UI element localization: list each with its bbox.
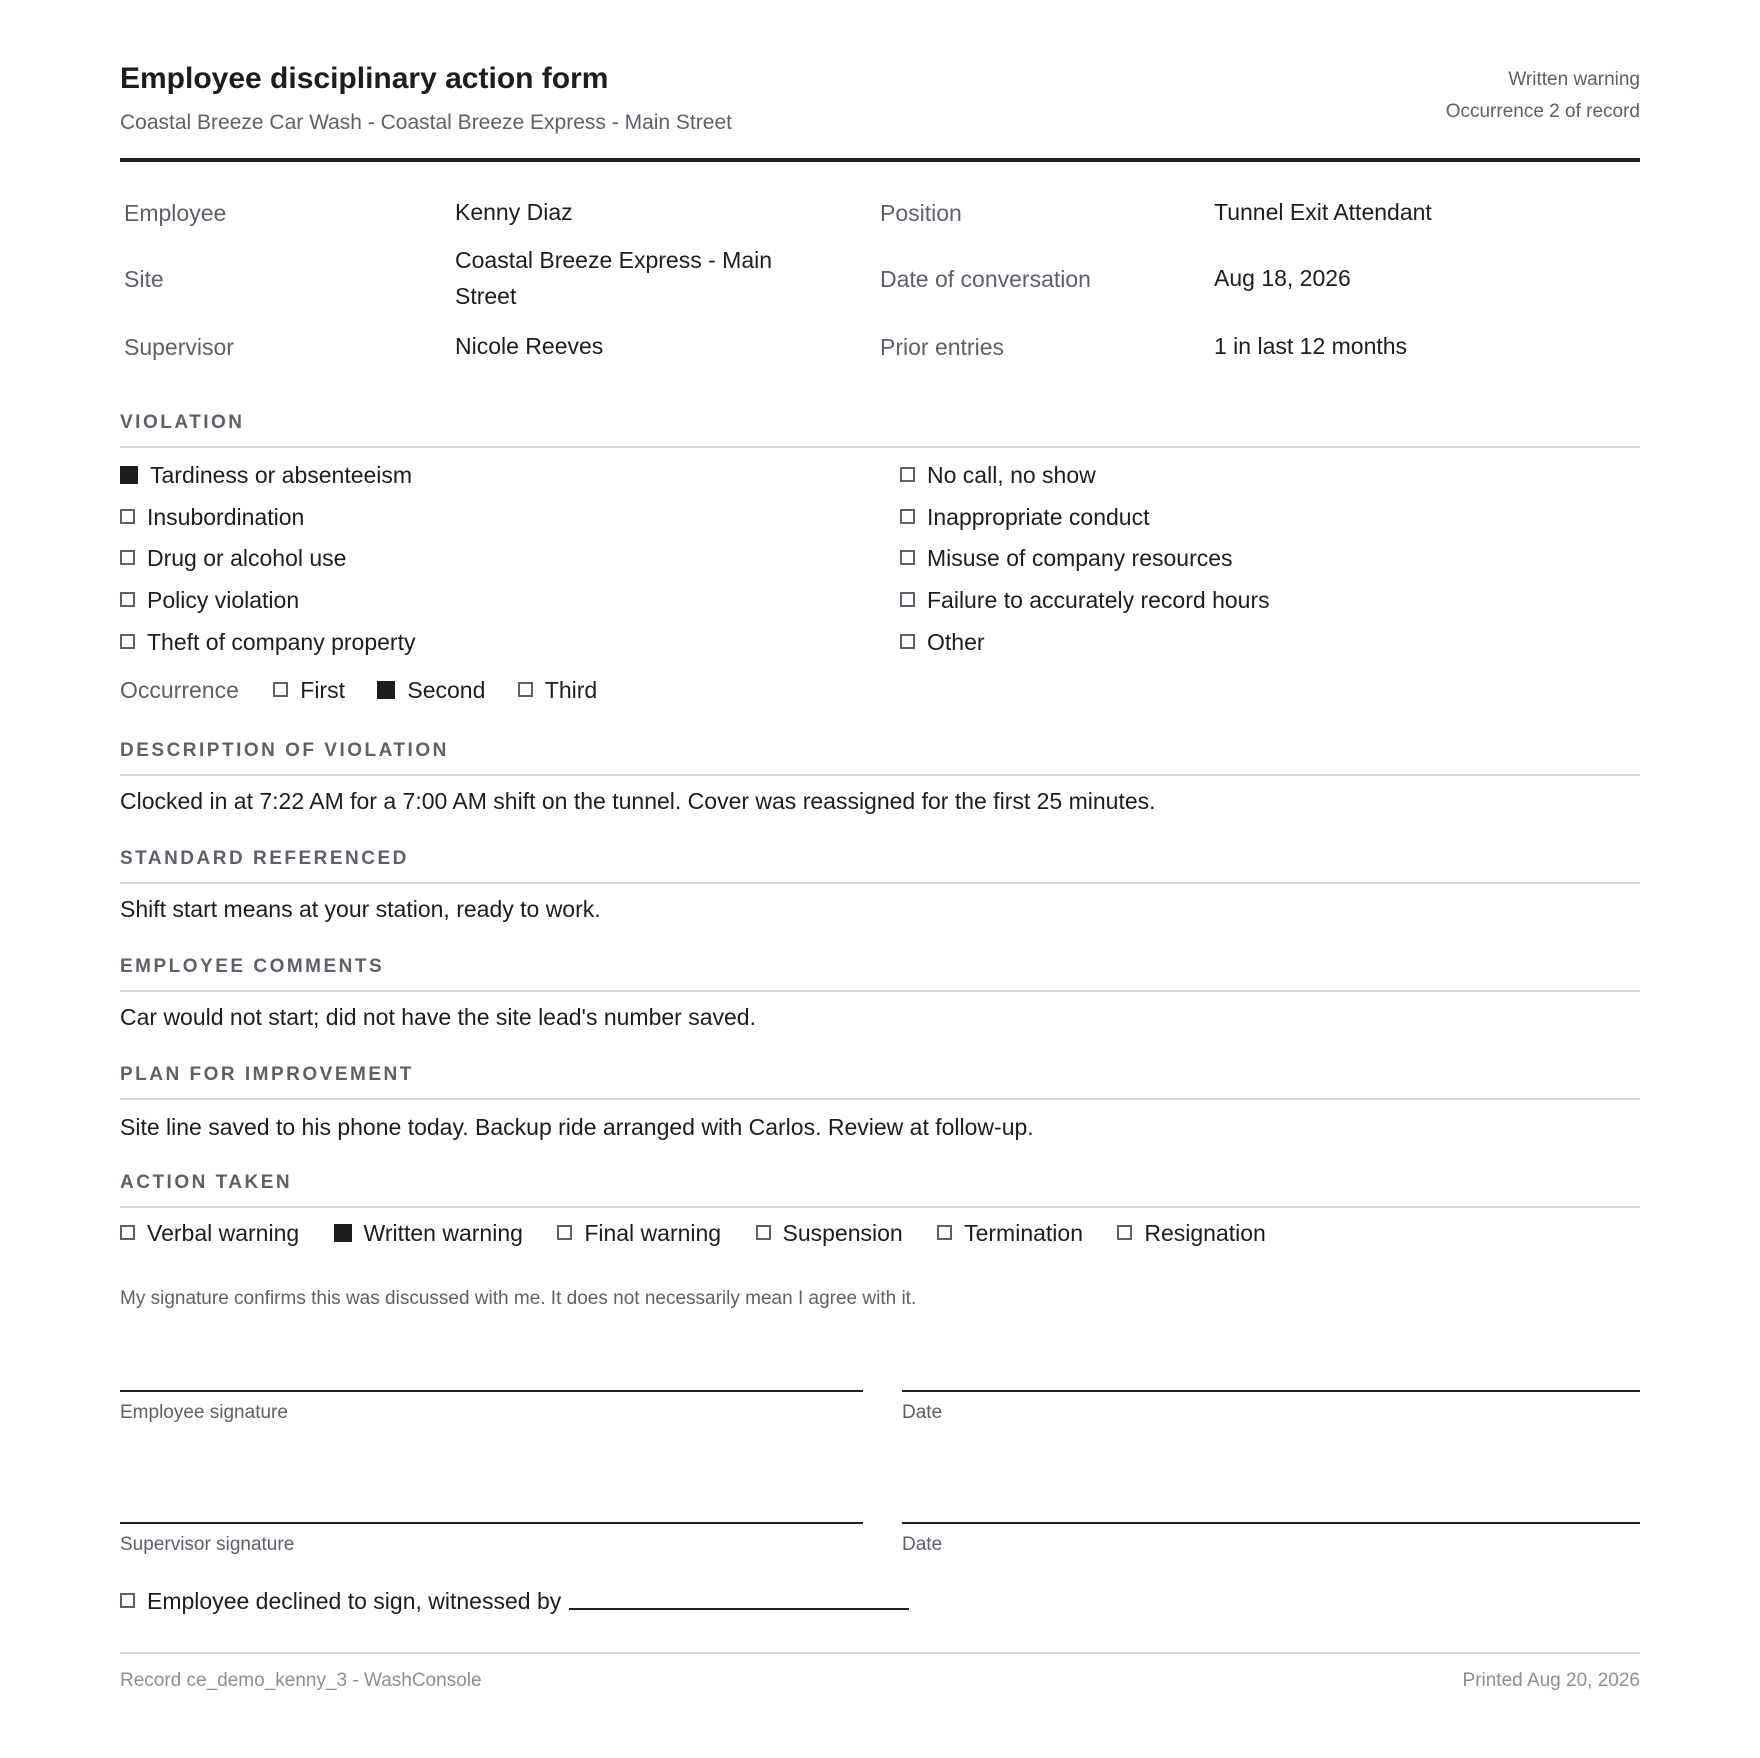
supervisor-label: Supervisor xyxy=(124,334,234,360)
action-type-label: Written warning xyxy=(1508,69,1640,90)
checkbox[interactable] xyxy=(756,1225,771,1240)
plan-section xyxy=(120,1064,1640,1086)
violation-section xyxy=(120,412,1640,434)
site-label: Site xyxy=(124,266,164,292)
checkbox[interactable] xyxy=(334,1224,352,1242)
checkbox[interactable] xyxy=(120,509,135,524)
header-divider xyxy=(120,158,1640,162)
prior-entries-value: 1 in last 12 months xyxy=(1214,333,1408,359)
action-option[interactable] xyxy=(334,1220,523,1246)
violation-divider xyxy=(120,446,1640,448)
occurrence-option-first[interactable] xyxy=(273,677,345,703)
position-label: Position xyxy=(880,200,962,226)
violation-option-label: Failure to accurately record hours xyxy=(927,587,1270,613)
supervisor-value: Nicole Reeves xyxy=(455,333,604,359)
checkbox[interactable] xyxy=(120,1225,135,1240)
employee-value: Kenny Diaz xyxy=(455,199,573,225)
comments-section xyxy=(120,956,1640,978)
checkbox[interactable] xyxy=(900,467,915,482)
action-option[interactable] xyxy=(756,1220,903,1246)
standard-heading: STANDARD REFERENCED xyxy=(120,848,409,869)
checkbox[interactable] xyxy=(900,634,915,649)
description-section xyxy=(120,740,1640,762)
action-option[interactable] xyxy=(1117,1220,1265,1246)
footer-record-id: Record ce_demo_kenny_3 - WashConsole xyxy=(120,1670,482,1691)
footer-divider xyxy=(120,1652,1640,1654)
violation-option[interactable] xyxy=(120,627,415,657)
action-option[interactable] xyxy=(120,1220,299,1246)
checkbox[interactable] xyxy=(518,682,533,697)
comments-text: Car would not start; did not have the site lead's number saved. xyxy=(120,1004,756,1030)
violation-option[interactable] xyxy=(120,543,346,573)
violation-option[interactable] xyxy=(900,502,1150,532)
action-heading: ACTION TAKEN xyxy=(120,1172,293,1193)
employee-signature-label: Employee signature xyxy=(120,1402,288,1423)
prior-entries-label: Prior entries xyxy=(880,334,1004,360)
description-heading: DESCRIPTION OF VIOLATION xyxy=(120,740,449,761)
action-option-label: Termination xyxy=(964,1220,1083,1246)
occurrence-option-label: First xyxy=(300,677,345,703)
occurrence-option-third[interactable] xyxy=(518,677,597,703)
supervisor-date-label: Date xyxy=(902,1534,943,1555)
violation-option[interactable] xyxy=(900,543,1233,573)
employee-label: Employee xyxy=(124,200,227,226)
occurrence-option-label: Third xyxy=(544,677,598,703)
supervisor-date-line[interactable] xyxy=(902,1522,1640,1524)
violation-option[interactable] xyxy=(120,585,299,615)
action-option-label: Suspension xyxy=(782,1220,903,1246)
action-divider xyxy=(120,1206,1640,1208)
violation-option-label: Theft of company property xyxy=(147,629,416,655)
violation-option[interactable] xyxy=(120,502,304,532)
signature-note: My signature confirms this was discussed with me. It does not necessarily mean I agree with it. xyxy=(120,1288,917,1309)
declined-to-sign-label: Employee declined to sign, witnessed by xyxy=(147,1588,562,1614)
action-option[interactable] xyxy=(937,1220,1083,1246)
employee-signature-line[interactable] xyxy=(120,1390,863,1392)
violation-option-label: Misuse of company resources xyxy=(927,545,1233,571)
action-option[interactable] xyxy=(557,1220,721,1246)
plan-divider xyxy=(120,1098,1640,1100)
date-of-conversation-label: Date of conversation xyxy=(880,266,1091,292)
violation-option[interactable] xyxy=(900,585,1270,615)
position-value: Tunnel Exit Attendant xyxy=(1214,199,1432,225)
checkbox[interactable] xyxy=(120,550,135,565)
checkbox[interactable] xyxy=(273,682,288,697)
header-status xyxy=(1446,64,1640,128)
occurrence-label: Occurrence xyxy=(120,677,239,703)
date-of-conversation-value: Aug 18, 2026 xyxy=(1214,265,1351,291)
occurrence-count-label: Occurrence 2 of record xyxy=(1445,101,1640,122)
checkbox[interactable] xyxy=(900,509,915,524)
checkbox[interactable] xyxy=(377,681,395,699)
checkbox[interactable] xyxy=(120,634,135,649)
description-divider xyxy=(120,774,1640,776)
checkbox[interactable] xyxy=(557,1225,572,1240)
violation-option-label: Tardiness or absenteeism xyxy=(150,462,413,488)
description-text: Clocked in at 7:22 AM for a 7:00 AM shift on the tunnel. Cover was reassigned for the first 25 minutes. xyxy=(120,788,1156,814)
standard-divider xyxy=(120,882,1640,884)
employee-date-line[interactable] xyxy=(902,1390,1640,1392)
violation-heading: VIOLATION xyxy=(120,412,245,433)
violation-option[interactable] xyxy=(900,460,1096,490)
action-options-row xyxy=(120,1218,1266,1248)
declined-to-sign-option[interactable] xyxy=(120,1586,909,1616)
violation-option-label: Drug or alcohol use xyxy=(147,545,347,571)
violation-option-label: Other xyxy=(927,629,985,655)
violation-option-label: Inappropriate conduct xyxy=(927,504,1150,530)
action-option-label: Written warning xyxy=(363,1220,523,1246)
checkbox[interactable] xyxy=(937,1225,952,1240)
plan-text: Site line saved to his phone today. Backup ride arranged with Carlos. Review at follow-up. xyxy=(120,1114,1034,1140)
standard-text: Shift start means at your station, ready to work. xyxy=(120,896,601,922)
checkbox[interactable] xyxy=(120,466,138,484)
form-header xyxy=(120,62,1640,162)
violation-option[interactable] xyxy=(120,460,412,490)
occurrence-row xyxy=(120,675,597,705)
comments-heading: EMPLOYEE COMMENTS xyxy=(120,956,385,977)
footer-printed-date: Printed Aug 20, 2026 xyxy=(1462,1670,1640,1691)
checkbox[interactable] xyxy=(900,550,915,565)
site-value: Coastal Breeze Express - Main Street xyxy=(455,247,773,309)
page-title: Employee disciplinary action form xyxy=(120,62,609,95)
page-subtitle: Coastal Breeze Car Wash - Coastal Breeze Express - Main Street xyxy=(120,111,732,134)
action-option-label: Final warning xyxy=(584,1220,722,1246)
violation-option[interactable] xyxy=(900,627,985,657)
occurrence-option-second[interactable] xyxy=(377,677,485,703)
standard-section xyxy=(120,848,1640,870)
supervisor-signature-label: Supervisor signature xyxy=(120,1534,295,1555)
occurrence-option-label: Second xyxy=(407,677,486,703)
checkbox[interactable] xyxy=(120,1593,135,1608)
checkbox[interactable] xyxy=(1117,1225,1132,1240)
plan-heading: PLAN FOR IMPROVEMENT xyxy=(120,1064,414,1085)
action-section xyxy=(120,1172,1640,1194)
violation-option-label: Insubordination xyxy=(147,504,305,530)
comments-divider xyxy=(120,990,1640,992)
checkbox[interactable] xyxy=(900,592,915,607)
violation-option-label: Policy violation xyxy=(147,587,300,613)
action-option-label: Resignation xyxy=(1144,1220,1266,1246)
checkbox[interactable] xyxy=(120,592,135,607)
employee-date-label: Date xyxy=(902,1402,943,1423)
supervisor-signature-line[interactable] xyxy=(120,1522,863,1524)
action-option-label: Verbal warning xyxy=(147,1220,300,1246)
witness-line[interactable] xyxy=(569,1608,909,1610)
violation-option-label: No call, no show xyxy=(927,462,1096,488)
